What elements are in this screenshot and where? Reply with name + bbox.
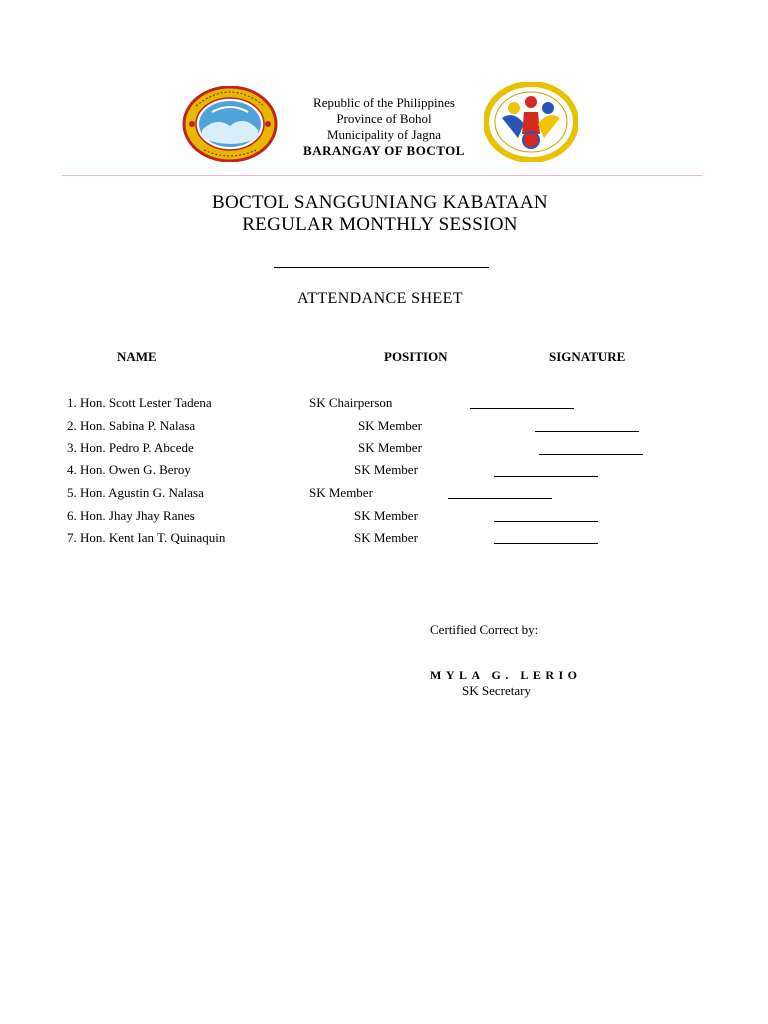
sk-logo-icon xyxy=(484,82,578,162)
header-municipality: Municipality of Jagna xyxy=(326,127,442,142)
document-title-line2: REGULAR MONTHLY SESSION xyxy=(242,214,518,235)
attendance-sheet-title: ATTENDANCE SHEET xyxy=(297,290,463,307)
signature-line[interactable] xyxy=(494,476,598,477)
attendee-name: 3. Hon. Pedro P. Abcede xyxy=(67,440,194,455)
signature-line[interactable] xyxy=(535,431,639,432)
attendee-position: SK Member xyxy=(309,485,373,500)
signature-line[interactable] xyxy=(494,521,598,522)
attendee-position: SK Member xyxy=(358,418,422,433)
attendee-name: 7. Hon. Kent Ian T. Quinaquin xyxy=(67,530,226,545)
attendee-name: 5. Hon. Agustin G. Nalasa xyxy=(67,485,204,500)
column-header-name: NAME xyxy=(117,349,157,364)
signer-position: SK Secretary xyxy=(462,683,531,698)
attendee-name: 2. Hon. Sabina P. Nalasa xyxy=(67,418,196,433)
attendee-position: SK Member xyxy=(354,508,418,523)
signer-name: MYLA G. LERIO xyxy=(430,668,582,682)
attendee-position: SK Member xyxy=(354,462,418,477)
attendee-name: 4. Hon. Owen G. Beroy xyxy=(67,462,191,477)
attendee-position: SK Member xyxy=(354,530,418,545)
certified-label: Certified Correct by: xyxy=(430,622,539,637)
header-republic: Republic of the Philippines xyxy=(313,95,455,110)
document-title-line1: BOCTOL SANGGUNIANG KABATAAN xyxy=(212,192,548,213)
header-province: Province of Bohol xyxy=(336,111,432,126)
signature-line[interactable] xyxy=(470,408,574,409)
column-header-signature: SIGNATURE xyxy=(549,349,626,364)
signature-line[interactable] xyxy=(539,454,643,455)
attendee-position: SK Chairperson xyxy=(309,395,393,410)
column-header-position: POSITION xyxy=(384,349,448,364)
attendee-position: SK Member xyxy=(358,440,422,455)
attendee-name: 6. Hon. Jhay Jhay Ranes xyxy=(67,508,195,523)
date-blank-line[interactable] xyxy=(274,267,489,268)
attendee-name: 1. Hon. Scott Lester Tadena xyxy=(67,395,212,410)
header-barangay: BARANGAY OF BOCTOL xyxy=(303,143,465,158)
signature-line[interactable] xyxy=(448,498,552,499)
signature-line[interactable] xyxy=(494,543,598,544)
header-divider xyxy=(62,175,702,176)
